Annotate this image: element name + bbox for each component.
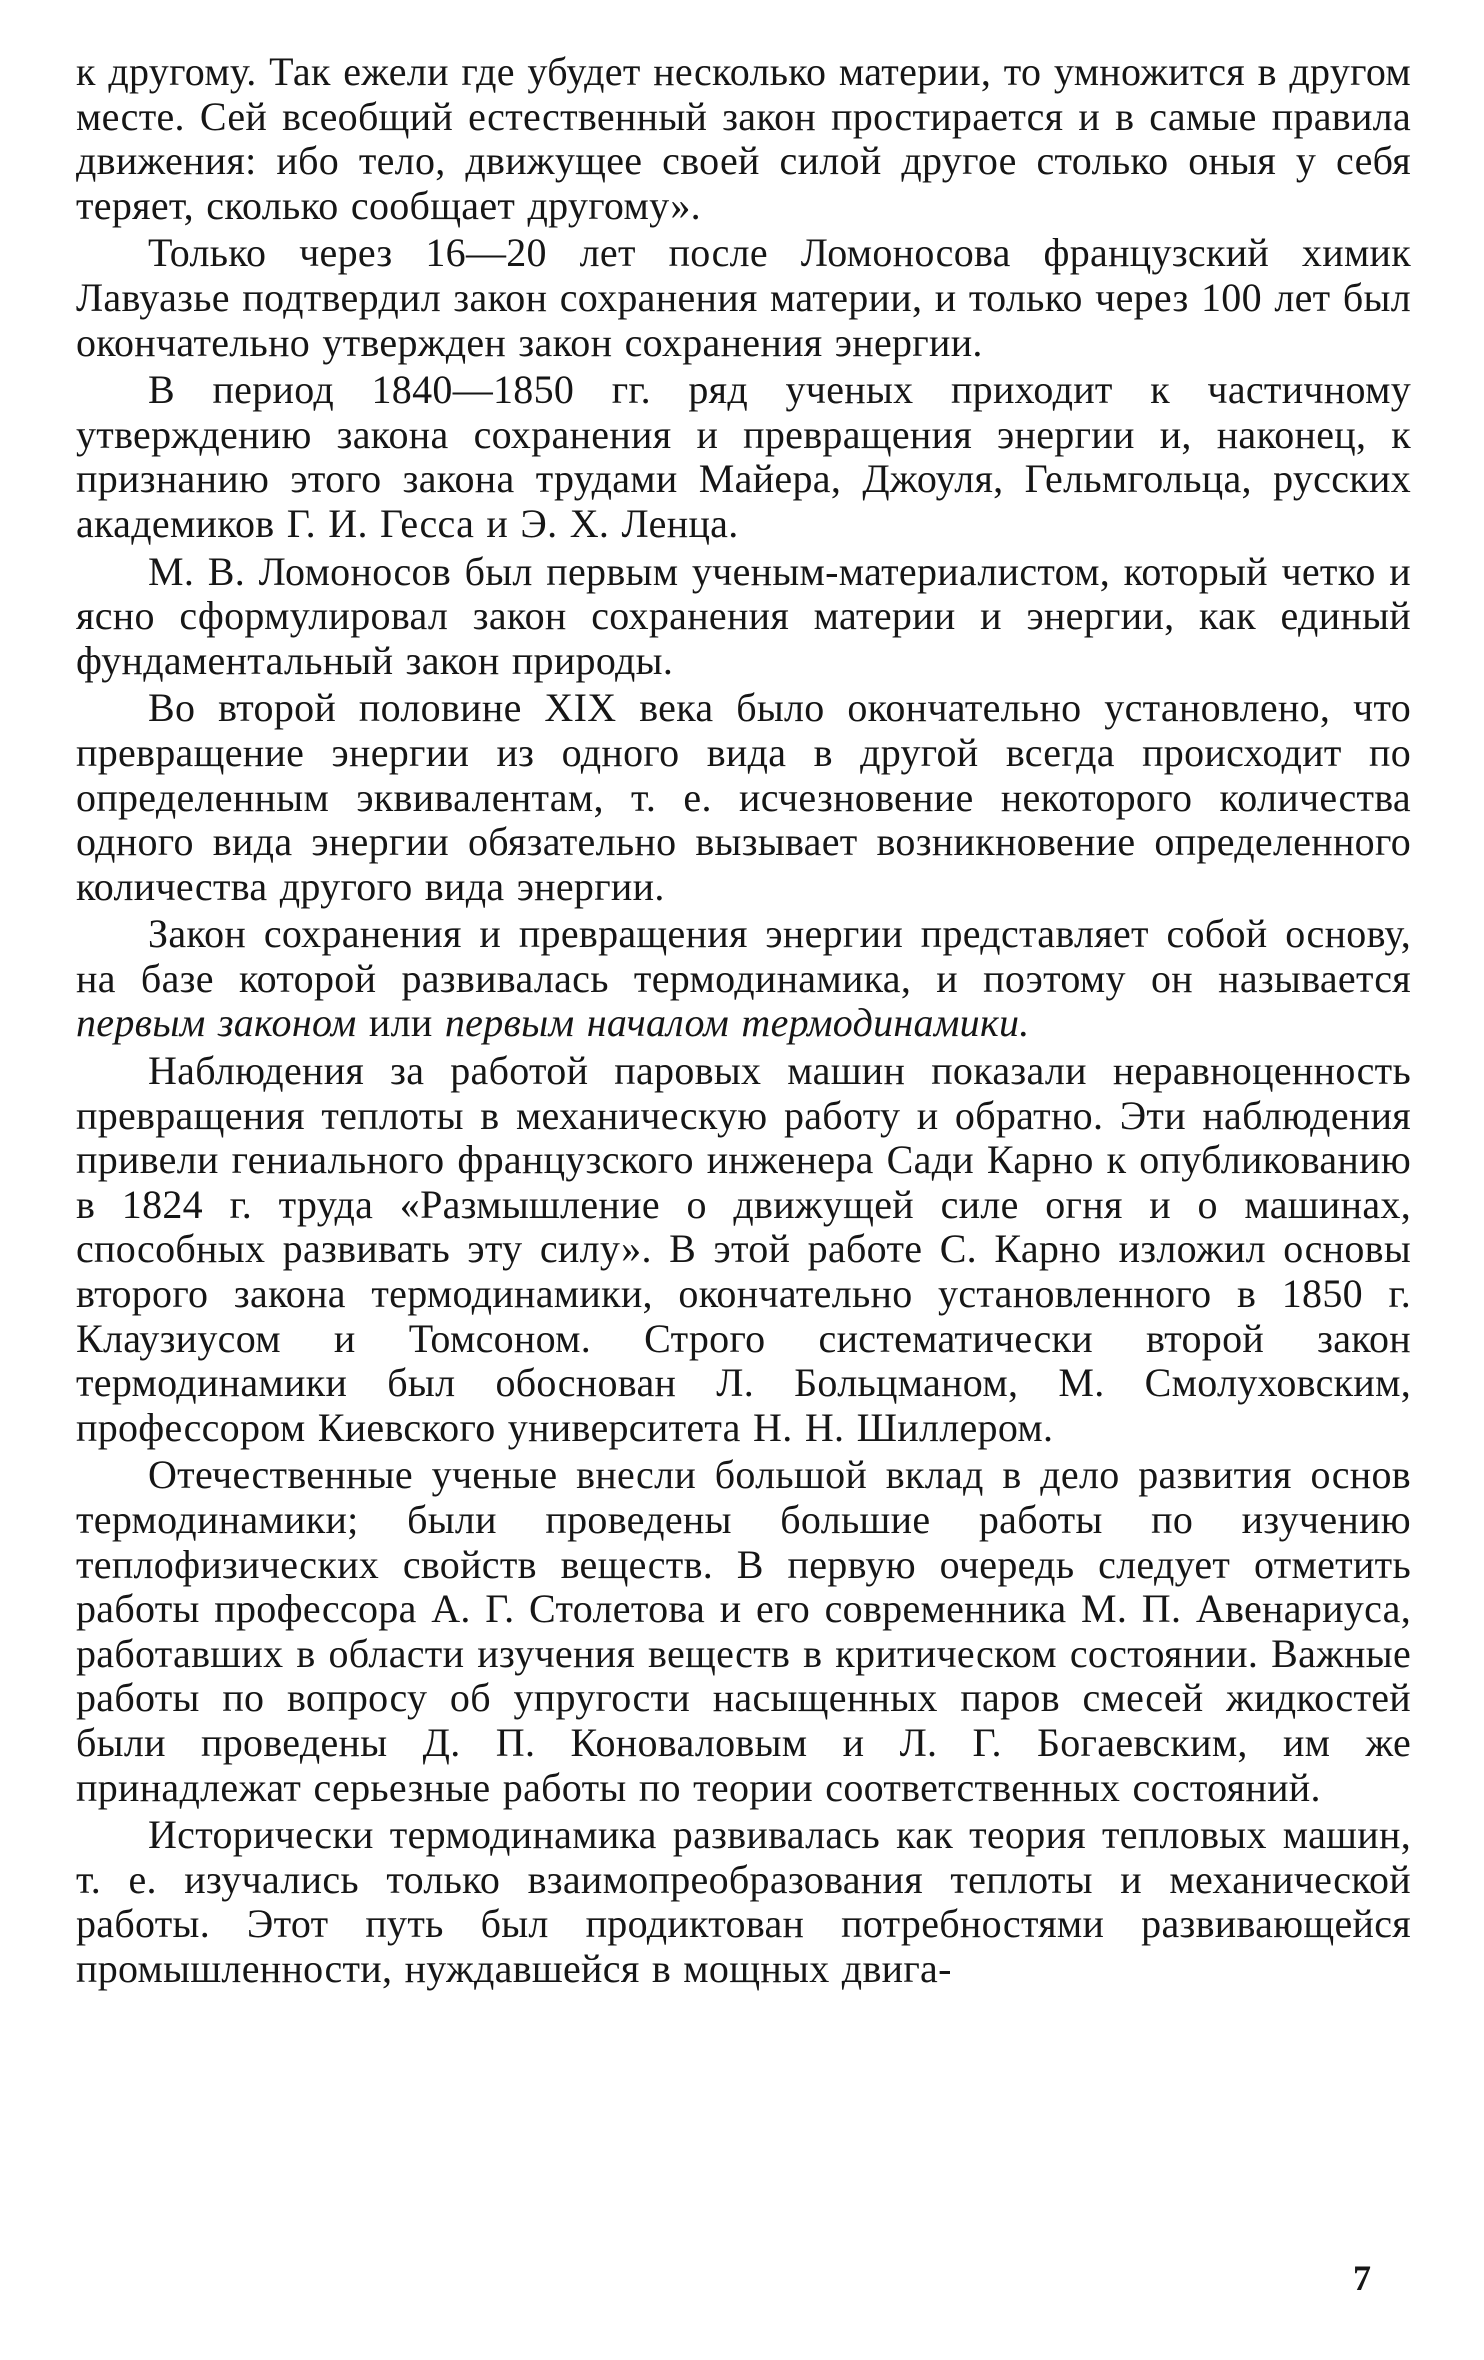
paragraph-xix-century: Во второй половине XIX века было окончательно установлено, что превращение энергии из одного вида в другой всегда происходит по определенным эквивалентам, т. е. исчезновение некоторого количества одного вида энергии обязательно вызывает возникновение определенного количества другого вида энергии. xyxy=(76,685,1411,909)
first-law-text-middle: или xyxy=(356,1000,445,1046)
first-law-term-1: первым законом xyxy=(76,1000,357,1046)
paragraph-1840-1850: В период 1840—1850 гг. ряд ученых приходит к частичному утверждению закона сохранения и превращения энергии и, наконец, к признанию этого закона трудами Майера, Джоуля, Гельмгольца, русских академиков Г. И. Гесса и Э. Х. Ленца. xyxy=(76,367,1411,546)
paragraph-lomonosov: М. В. Ломоносов был первым ученым-материалистом, который четко и ясно сформулировал закон сохранения материи и энергии, как единый фундаментальный закон природы. xyxy=(76,548,1411,683)
paragraph-domestic-scientists: Отечественные ученые внесли большой вклад в дело развития основ термодинамики; были проведены большие работы по изучению теплофизических свойств веществ. В первую очередь следует отметить работы профессора А. Г. Столетова и его современника М. П. Авенариуса, работавших в области изучения веществ в критическом состоянии. Важные работы по вопросу об упругости насыщенных паров смесей жидкостей были проведены Д. П. Коноваловым и Л. Г. Богаевским, им же принадлежат серьезные работы по теории соответственных состояний. xyxy=(76,1452,1411,1810)
paragraph-first-law xyxy=(76,912,1411,1046)
paragraph-historically: Исторически термодинамика развивалась как теория тепловых машин, т. е. изучались только взаимопреобразования теплоты и механической работы. Этот путь был продиктован потребностями развивающейся промышленности, нуждавшейся в мощных двига- xyxy=(76,1812,1411,1991)
first-law-text-before: Закон сохранения и превращения энергии представляет собой основу, на базе которой развивалась термодинамика, и поэтому он называется xyxy=(76,911,1411,1001)
first-law-term-2: первым началом термодинамики. xyxy=(444,1000,1030,1046)
page-number: 7 xyxy=(1353,2258,1371,2298)
paragraph-lavoisier: Только через 16—20 лет после Ломоносова французский химик Лавуазье подтвердил закон сохранения материи, и только через 100 лет был окончательно утвержден закон сохранения энергии. xyxy=(76,230,1411,365)
paragraph-continuation: к другому. Так ежели где убудет несколько материи, то умножится в другом месте. Сей всеобщий естественный закон простирается и в самые правила движения: ибо тело, движущее своей силой другое столько оныя у себя теряет, сколько сообщает другому». xyxy=(76,49,1411,228)
page-body xyxy=(76,50,1411,1992)
paragraph-carnot: Наблюдения за работой паровых машин показали неравноценность превращения теплоты в механическую работу и обратно. Эти наблюдения привели гениального французского инженера Сади Карно к опубликованию в 1824 г. труда «Размышление о движущей силе огня и о машинах, способных развивать эту силу». В этой работе С. Карно изложил основы второго закона термодинамики, окончательно установленного в 1850 г. Клаузиусом и Томсоном. Строго систематически второй закон термодинамики был обоснован Л. Больцманом, М. Смолуховским, профессором Киевского университета Н. Н. Шиллером. xyxy=(76,1048,1411,1450)
